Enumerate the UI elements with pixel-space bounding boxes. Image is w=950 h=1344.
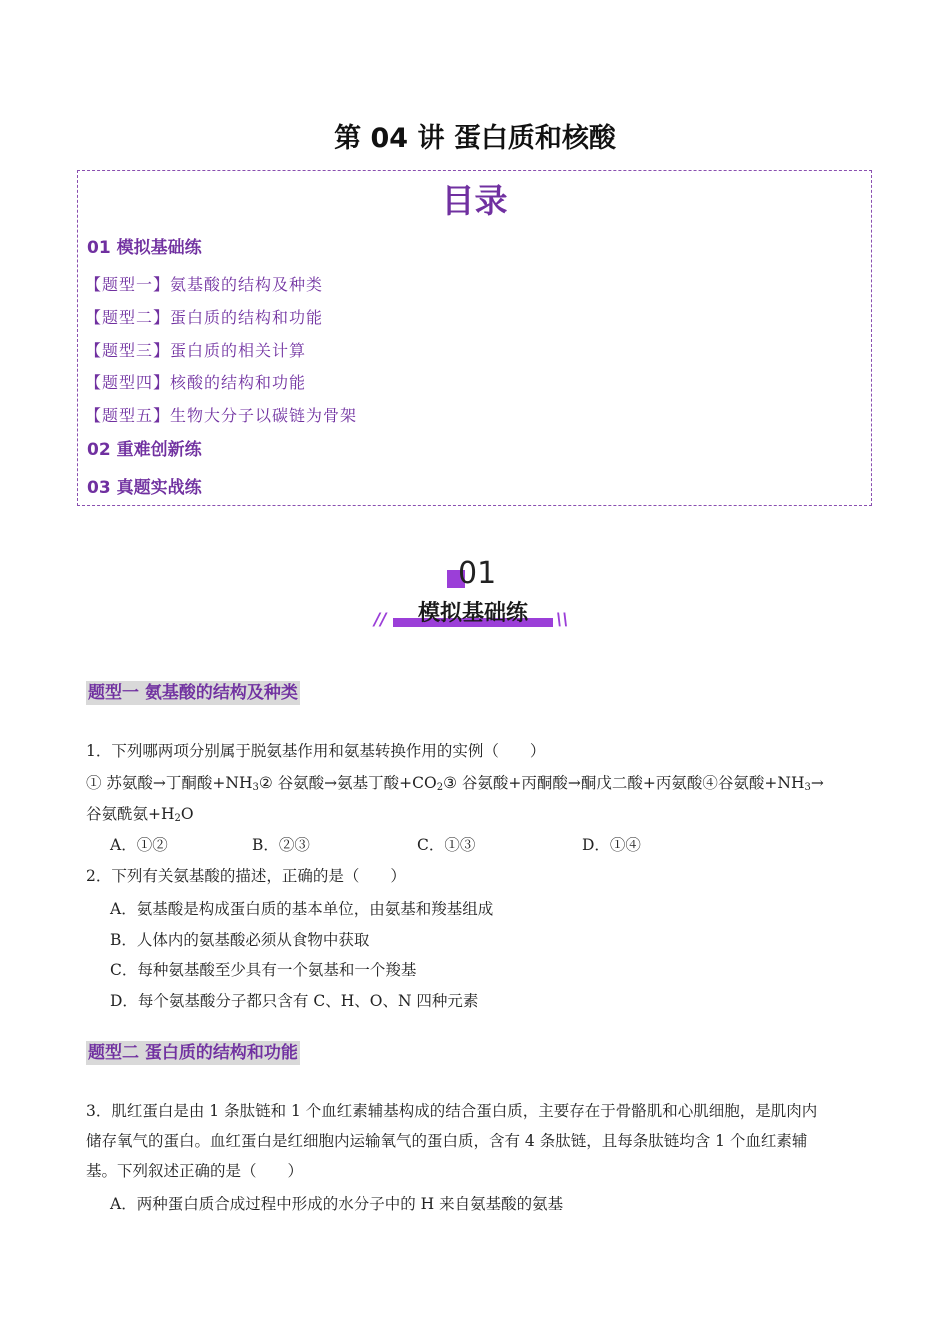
banner-slash-left: //	[374, 610, 387, 630]
question-1-option-b[interactable]: B．②③	[252, 836, 310, 854]
toc-item-type-2[interactable]: 【题型二】蛋白质的结构和功能	[85, 308, 324, 327]
toc-item-type-5[interactable]: 【题型五】生物大分子以碳链为骨架	[85, 406, 358, 425]
type-1-heading: 题型一 氨基酸的结构及种类	[88, 683, 298, 703]
question-2-option-c[interactable]: C．每种氨基酸至少具有一个氨基和一个羧基	[110, 961, 417, 979]
question-1-option-c[interactable]: C．①③	[417, 836, 476, 854]
question-3-line-2: 储存氧气的蛋白。血红蛋白是红细胞内运输氧气的蛋白质，含有 4 条肽链，且每条肽链均含 1 个血红素辅	[86, 1132, 808, 1150]
banner-slash-right: \\	[556, 610, 569, 630]
question-2-option-d[interactable]: D．每个氨基酸分子都只含有 C、H、O、N 四种元素	[110, 992, 479, 1010]
toc-heading: 目录	[441, 181, 508, 220]
question-2-option-b[interactable]: B．人体内的氨基酸必须从食物中获取	[110, 931, 370, 949]
section-banner	[370, 552, 580, 634]
question-3-line-3: 基。下列叙述正确的是（ ）	[86, 1162, 304, 1180]
question-1-option-a[interactable]: A．①②	[110, 836, 168, 854]
question-2-stem: 2．下列有关氨基酸的描述，正确的是（ ）	[86, 867, 406, 885]
question-1-stem: 1．下列哪两项分别属于脱氨基作用和氨基转换作用的实例（ ）	[86, 742, 546, 760]
toc-section-3[interactable]: 03 真题实战练	[87, 478, 202, 498]
question-3-line-1: 3．肌红蛋白是由 1 条肽链和 1 个血红素辅基构成的结合蛋白质，主要存在于骨骼肌和心肌细胞，是肌肉内	[86, 1102, 818, 1120]
toc-item-type-4[interactable]: 【题型四】核酸的结构和功能	[85, 373, 307, 392]
toc-section-2[interactable]: 02 重难创新练	[87, 440, 202, 460]
table-of-contents	[77, 170, 872, 506]
type-2-heading: 题型二 蛋白质的结构和功能	[88, 1043, 298, 1063]
banner-label: 模拟基础练	[417, 601, 528, 626]
toc-item-type-3[interactable]: 【题型三】蛋白质的相关计算	[85, 341, 307, 360]
question-3-option-a[interactable]: A．两种蛋白质合成过程中形成的水分子中的 H 来自氨基酸的氨基	[110, 1195, 564, 1213]
question-1-option-d[interactable]: D．①④	[582, 836, 641, 854]
question-1-line-3: 谷氨酰氨$+H_2O$	[86, 805, 194, 824]
toc-item-type-1[interactable]: 【题型一】氨基酸的结构及种类	[85, 275, 324, 294]
banner-number: 01	[458, 556, 497, 591]
question-2-option-a[interactable]: A．氨基酸是构成蛋白质的基本单位，由氨基和羧基组成	[110, 900, 494, 918]
page-title: 第 04 讲 蛋白质和核酸	[334, 123, 616, 154]
toc-section-1[interactable]: 01 模拟基础练	[87, 238, 202, 258]
question-1-line-2: ① 苏氨酸→丁酮酸$+NH_3②$ 谷氨酸→氨基丁酸$+CO_2③$ 谷氨酸+丙酮酸→酮戊二酸+丙氨酸④谷氨酸$+NH_3\to$	[86, 774, 824, 793]
